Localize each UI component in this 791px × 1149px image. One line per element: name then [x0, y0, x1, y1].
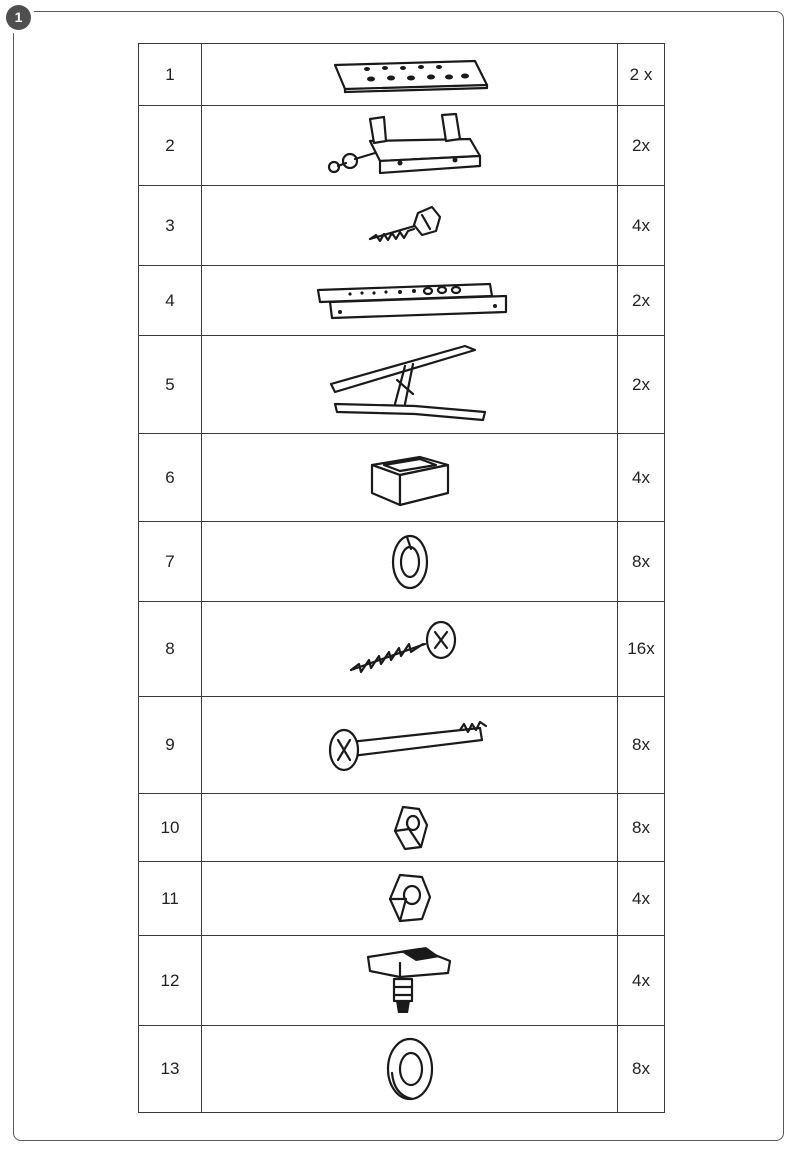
parts-list-table — [138, 43, 665, 1113]
part-number: 12 — [139, 936, 202, 1026]
part-number: 2 — [139, 106, 202, 186]
table-row — [139, 186, 665, 266]
part-quantity: 2x — [618, 266, 665, 336]
part-number: 10 — [139, 794, 202, 862]
part-number: 6 — [139, 434, 202, 522]
part-number: 7 — [139, 522, 202, 602]
wood-screw-icon — [345, 614, 475, 684]
table-row — [139, 936, 665, 1026]
hex-nut-large-icon — [380, 869, 440, 929]
spring-washer-icon — [385, 529, 435, 595]
table-row — [139, 44, 665, 106]
table-row — [139, 434, 665, 522]
step-number-badge: 1 — [6, 5, 31, 30]
part-quantity: 4x — [618, 862, 665, 936]
table-row — [139, 336, 665, 434]
table-row — [139, 794, 665, 862]
table-row — [139, 106, 665, 186]
bracket-clamp-icon — [320, 111, 500, 181]
part-number: 9 — [139, 697, 202, 794]
long-bolt-icon — [320, 710, 500, 780]
part-quantity: 8x — [618, 697, 665, 794]
folding-leg-icon — [325, 340, 495, 430]
part-number: 5 — [139, 336, 202, 434]
square-cap-icon — [360, 443, 460, 513]
part-number: 11 — [139, 862, 202, 936]
clamp-knob-icon — [360, 941, 460, 1021]
table-row — [139, 602, 665, 697]
table-row — [139, 697, 665, 794]
part-number: 8 — [139, 602, 202, 697]
rail-bar-icon — [310, 276, 510, 326]
table-row — [139, 862, 665, 936]
perforated-plate-icon — [325, 55, 495, 95]
part-quantity: 4x — [618, 936, 665, 1026]
table-row — [139, 1026, 665, 1113]
table-row — [139, 522, 665, 602]
part-quantity: 2 x — [618, 44, 665, 106]
part-quantity: 8x — [618, 1026, 665, 1113]
part-quantity: 16x — [618, 602, 665, 697]
part-number: 4 — [139, 266, 202, 336]
hex-nut-small-icon — [385, 801, 435, 855]
part-number: 1 — [139, 44, 202, 106]
part-number: 13 — [139, 1026, 202, 1113]
part-quantity: 4x — [618, 186, 665, 266]
flat-washer-icon — [380, 1033, 440, 1105]
part-quantity: 2x — [618, 106, 665, 186]
part-quantity: 4x — [618, 434, 665, 522]
part-quantity: 8x — [618, 794, 665, 862]
hex-bolt-icon — [360, 201, 460, 251]
table-row — [139, 266, 665, 336]
part-number: 3 — [139, 186, 202, 266]
part-quantity: 2x — [618, 336, 665, 434]
part-quantity: 8x — [618, 522, 665, 602]
